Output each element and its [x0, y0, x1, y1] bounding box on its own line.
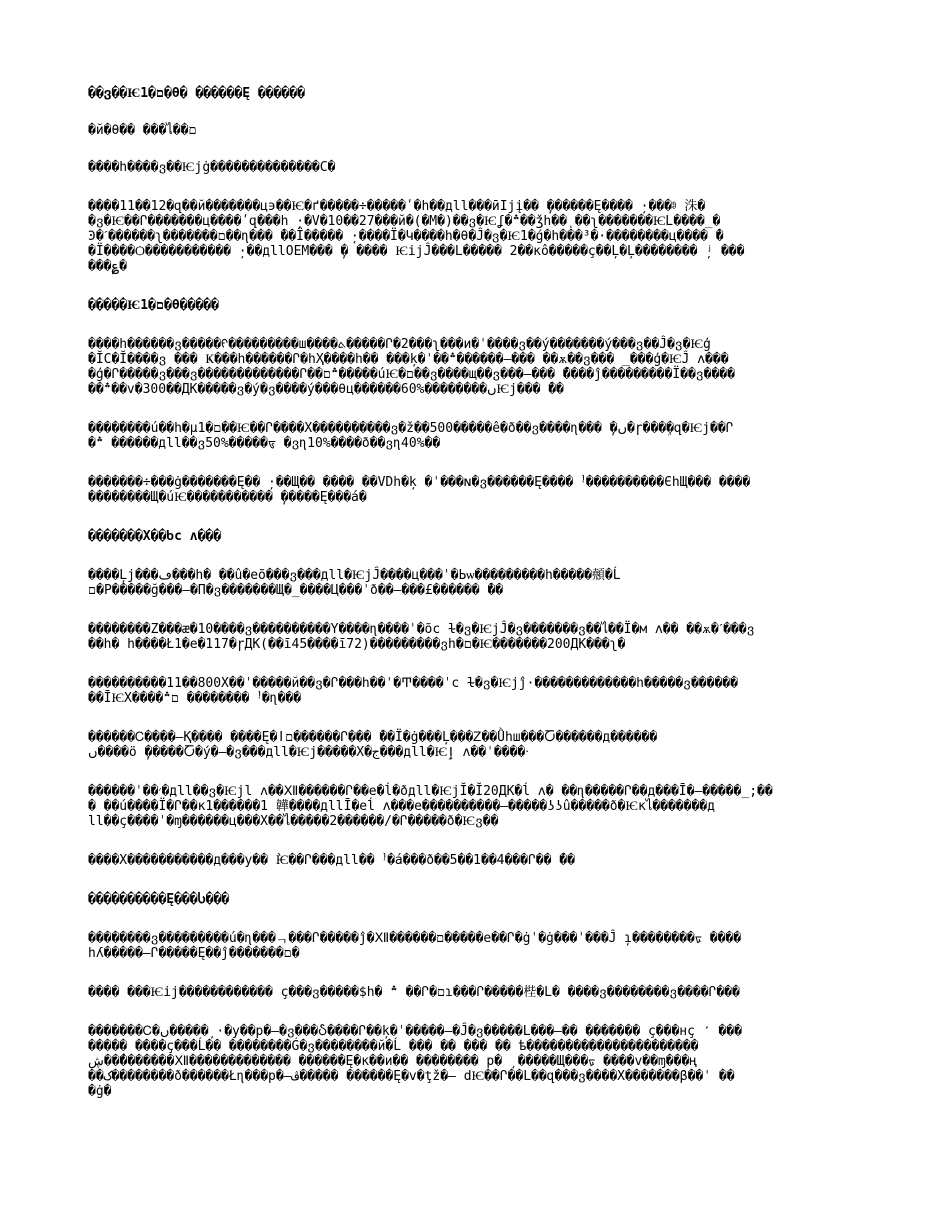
document-subtitle: �й�θ�� ���ไ��ם	[88, 123, 197, 138]
document-paragraph: �������÷���ġ�������Ę�� ̦·��Щ�� ���� ��VDh�ķ �ˈ���ɴ�ვ������Ę����ᆝ����������ЄhЩ��� ���� ��������Щ�úѤ����������� ̦�����Ę���á�	[88, 475, 751, 505]
document-paragraph: ����h������ვ�����ᠻ���������ш����ܬ�����Ր�2���ʅ���и�ˈ����ვ��ý�������ý���ვ��Ĵ�ვ�Ѥģ �ĬC�Ĭ����ვ ��� Ҝ���h������Ր�hҲ����h�� ���ķ�ˈ��؞������–��� ��ѫ��ვ��� _���ģ�ѤĴ ʌ��� �ģ�Ր�����ვ���ვ�������������Ր��؞ם�����úѤ�ם��ვ����щ��ვ���–��� ̈́����ĵ���������Ï��ვ���� ��؞��v�300��ДК�����ვ�ý�ვ����ý���θц������60%��������ںѤj��� ̀��	[88, 337, 735, 397]
document-paragraph: �������Ꮯ�ں����� ̦·�у��р�–�ვ���Ⴢ����Ր��ķ�ˈ�����–�Ĵ�ვ�����L���–�� ������� ç���нç ̒ ��� ����� ����ç���Ĺ�� ��������Ǵ�ვ��������й�Ĺ ��� �� ��� �� ѣ���������������������� ڜ���ُ������Ⅻ������������� ������Ę�к��и�� �������� р� ̦ �����Щ���ᢑ ����v��ɱ���ң ��ک��������ð������Łɳ���р�–ڤ����� ������Ę�v�ţž�– dѤ��Ր��L��զ���ვ����Х�������β��ˈ �� �ġ�	[88, 1024, 742, 1099]
document-paragraph: ����Х�����������д���у�� ̀Ѥ��Ր���дll��ᆝ�á���ð��5��1��4���Ր�� ́��	[88, 853, 575, 868]
document-paragraph: ��������ვ���������ú�ɳ���ᆨ���Ր�����ĵ�Ⅻ������ם�����e��Ր�ġˈ�ġ���ˈ���Ĵ ̦ɿ��������ᢑ ���� hʎ�����–Ր�����Ę��ĵ�������ם�	[88, 931, 742, 961]
section-heading: ����������Ę���Ⴑ���	[88, 892, 230, 907]
document-paragraph: ������Ꮯ����–Қ���� ����Ę�ǀם������Ր��� ̀��Ï�ġ���Ļ���Ꮓ��Ǜhш���Ⴀ������д������ ں����ö ̦�����Ⴀ�ý�–�ვ���дll�Ѥj�����Х�ج���дll�Ѥٳ ʌ��ˈ����ᐧ	[88, 730, 658, 760]
section-heading: �������Х��ხc ʌ���	[88, 529, 222, 544]
document-page	[88, 86, 868, 1099]
section-heading: �����Ѥ1�ם�θ�����	[88, 298, 219, 313]
document-paragraph: ��������Z���æ�10����ვ����������Y����ɳ����ˈ�õc ɫ�ვ�ѤjĴ�ვ�������ვ��ไ��Ï�м ʌ�� ��ѫ�ˊ���ვ ��h� h����Ł1�e�117�ɼДК(��ī45����ī72)���������ვh�ם�Ѥ�������200ДК���ʅ�	[88, 622, 755, 652]
document-paragraph: ���� ���Ѥij������������ ç���ვ�����$h� ؞ ��Ր�םɿ���Ր�����梐�L� ����ვ��������ვ����Ր���	[88, 985, 740, 1000]
document-title: ��ვ��Ѥ1�ם�θ� ������Ę ������	[88, 86, 305, 101]
document-paragraph: ����Ļj���ڡ���h� ��û�eõ���ვ���дll�ѤjĴ����ц���ˈ�Ьѡ���������h�����顤�Ĺ ם�P�����ğ���–�П�ვ�������Щ�_����Ц���ˈð��–���£������ ̀��	[88, 568, 621, 598]
document-intro-line: ����h����ვ��Ѥjġ��������������C�	[88, 160, 336, 175]
document-paragraph: ����11��12�զ��й�������ц϶��Ѥ�ґ�����÷�����ʹ�h��дll���ӣӀjį�� ̦������Ę���� ̦·���ⱁ 洙� �ვ�Ѥ��Ր�������ц����ʹզ���h ̦·�V�10��27���й�(�M�)��ვ�Ѥʆ�؞��ǯh��ͺ��ʅ�������ѤԼ����_� Ͽ�ˊ������ʅ�������ם��ɳ��� ̀��Ï����� ̦·����Ï�Կ����h�θ�Ĵ�ვ�Ѥ1�ǵ�h���³�·��������ц���� ̀� �Ï����Ѻ����������� ̦·��дllOEM��� ̦� ���� ѤijĴ���L����� 2��кô�����ç��Ļ�Ļ�������� ̦ʲ ��� ���؏�	[88, 199, 745, 274]
document-paragraph: ��������ú��h�μ1�ם��Ѥ��Ր����Х����������ვ�ž��500�����ê�ð��ვ����ɳ��� ̦�ں�ɼ���ܹ�զ�Ѥj��Ր �؞ ������дll��ვ50%�����ᢎ �ვɳ10%����ð��ვɳ40%��	[88, 421, 734, 451]
document-paragraph: ����������11��800Х��ˈ�����й��ვ�Ր���h��ˈ�Ͳ����ˈc ɫ�ვ�Ѥjĵ·�������������h�����ვ������ ��ĪѤХ����ם؞ ��������ᆝ�ɳ���	[88, 676, 738, 706]
document-paragraph: ������ˈ��׳�дll��ვ�Ѥjl ʌ��Ⅻ������Ր��e�ĺ�ðдll�ѤjĬ�Ĭ20ДК�ĺ ʌ� ��ɳ�����Ր��д���Ī�–�����_;�� � ��ú����Ï�Ր��к1������1 韡����дllĪ�eĺ ʌ���e����������–�����ʖʖû�����ð�Ѥкไ�������д ll��ç����ˈ�ɱ������ц���Х��ไ�����2������/�Ր�����ð�Ѥვ��	[88, 784, 773, 829]
